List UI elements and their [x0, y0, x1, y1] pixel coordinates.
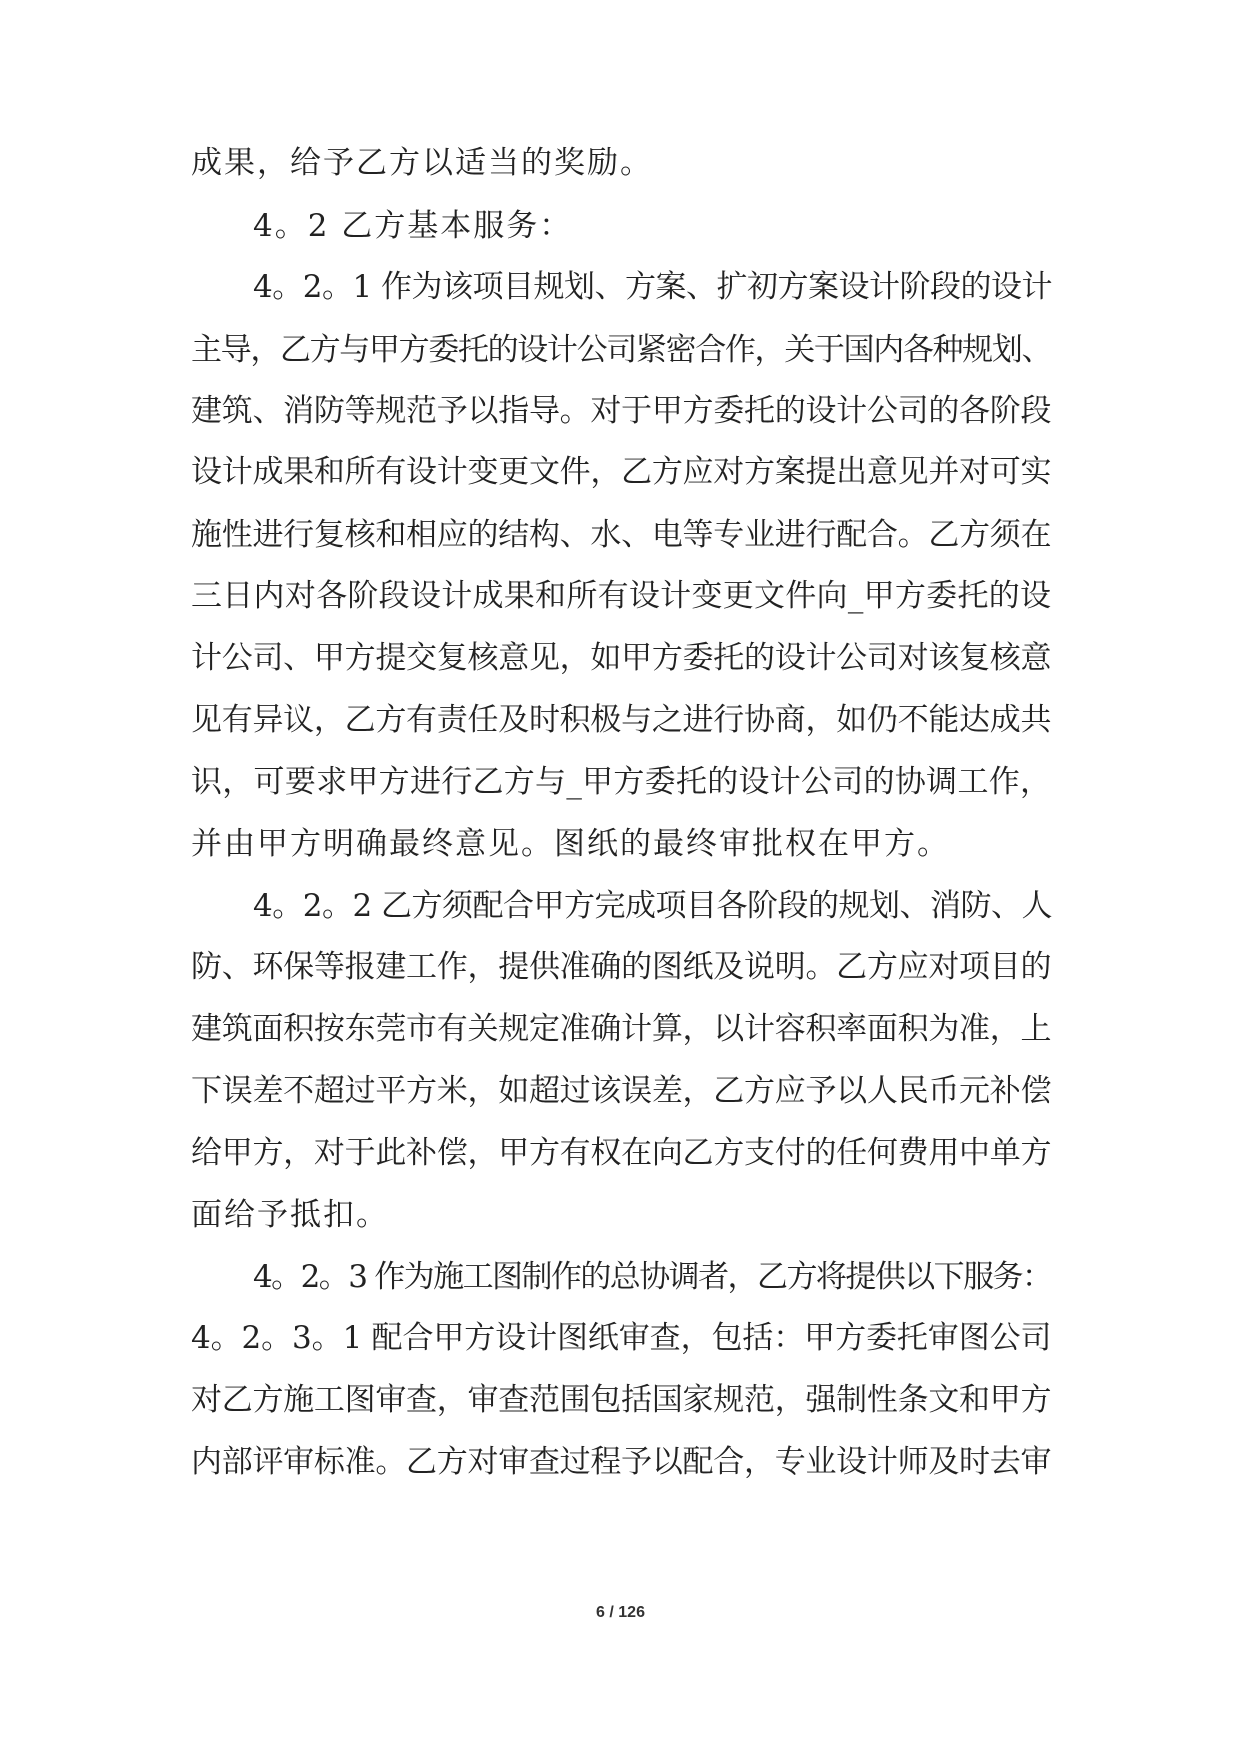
- text-line: 设计成果和所有设计变更文件，乙方应对方案提出意见并对可实: [191, 454, 1051, 490]
- text-line: 防、环保等报建工作，提供准确的图纸及说明。乙方应对项目的: [191, 949, 1051, 985]
- text-line: 主导，乙方与甲方委托的设计公司紧密合作，关于国内各种规划、: [191, 332, 1051, 368]
- text-line: 面给予抵扣。: [191, 1197, 389, 1233]
- text-line: 施性进行复核和相应的结构、水、电等专业进行配合。乙方须在: [191, 517, 1051, 553]
- text-line: 建筑、消防等规范予以指导。对于甲方委托的设计公司的各阶段: [191, 393, 1051, 429]
- text-line: 见有异议，乙方有责任及时积极与之进行协商，如仍不能达成共: [191, 702, 1051, 738]
- text-line: 并由甲方明确最终意见。图纸的最终审批权在甲方。: [191, 826, 950, 862]
- text-line: 4。2 乙方基本服务：: [253, 208, 573, 244]
- text-line: 4。2。2 乙方须配合甲方完成项目各阶段的规划、消防、人: [253, 888, 1053, 924]
- text-line: 三日内对各阶段设计成果和所有设计变更文件向_甲方委托的设: [191, 578, 1051, 614]
- text-line: 计公司、甲方提交复核意见，如甲方委托的设计公司对该复核意: [191, 640, 1051, 676]
- text-line: 4。2。3。1 配合甲方设计图纸审查，包括：甲方委托审图公司: [191, 1320, 1051, 1356]
- page-number: 6 / 126: [596, 1604, 645, 1621]
- text-line: 内部评审标准。乙方对审查过程予以配合，专业设计师及时去审: [191, 1444, 1051, 1480]
- text-line: 建筑面积按东莞市有关规定准确计算，以计容积率面积为准，上: [191, 1011, 1051, 1047]
- text-line: 成果，给予乙方以适当的奖励。: [191, 145, 653, 181]
- text-line: 4。2。3 作为施工图制作的总协调者，乙方将提供以下服务：: [253, 1259, 1051, 1295]
- text-line: 对乙方施工图审查，审查范围包括国家规范，强制性条文和甲方: [191, 1382, 1051, 1418]
- text-line: 下误差不超过平方米，如超过该误差，乙方应予以人民币元补偿: [191, 1073, 1051, 1109]
- text-line: 识，可要求甲方进行乙方与_甲方委托的设计公司的协调工作，: [191, 764, 1051, 800]
- text-line: 4。2。1 作为该项目规划、方案、扩初方案设计阶段的设计: [253, 269, 1053, 305]
- text-line: 给甲方，对于此补偿，甲方有权在向乙方支付的任何费用中单方: [191, 1135, 1051, 1171]
